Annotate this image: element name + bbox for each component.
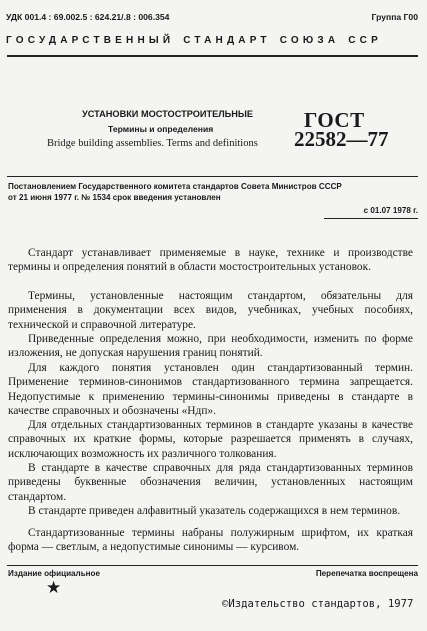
group-code: Группа Г00 bbox=[371, 12, 418, 22]
body-paragraph: Термины, установленные настоящим стандартом, обязательны для применения в документации всех видов, учебниках, учебных пособиях, технической и справочной литературе. bbox=[8, 290, 413, 331]
title-en: Bridge building assemblies. Terms and definitions bbox=[47, 138, 258, 149]
title-ru-sub: Термины и определения bbox=[108, 124, 214, 134]
title-ru-main: УСТАНОВКИ МОСТОСТРОИТЕЛЬНЫЕ bbox=[82, 109, 254, 119]
header-rule bbox=[7, 55, 418, 57]
gost-number: 22582—77 bbox=[294, 127, 389, 151]
effective-date-underline bbox=[324, 218, 418, 219]
reprint-prohibited: Перепечатка воспрещена bbox=[315, 569, 418, 578]
body-paragraph: Стандартизованные термины набраны полужирным шрифтом, их краткая форма — светлым, а недопустимые синонимы — курсивом. bbox=[8, 527, 413, 554]
footer-rule bbox=[7, 565, 418, 566]
decree-line-1: Постановлением Государственного комитета стандартов Совета Министров СССР bbox=[8, 182, 342, 191]
official-edition: Издание официальное bbox=[8, 569, 100, 578]
body-paragraph: В стандарте приведен алфавитный указатель содержащихся в нем терминов. bbox=[28, 505, 401, 517]
gost-label: ГОСТ bbox=[304, 108, 365, 132]
publisher-copyright: ©Издательство стандартов, 1977 bbox=[222, 598, 414, 610]
title-rule bbox=[7, 176, 418, 177]
udk-code: УДК 001.4 : 69.002.5 : 624.21/.8 : 006.354 bbox=[6, 12, 170, 22]
body-paragraph: Для отдельных стандартизованных терминов в стандарте указаны в качестве справочных их краткие формы, которые разрешается применять в случаях, исключающих возможность их различного толкования. bbox=[8, 419, 413, 460]
body-paragraph: Для каждого понятия установлен один стандартизованный термин. Применение терминов-синонимов стандартизованного термина запрещается. Недопустимые к применению термины-синонимы приведены в стандарте в качестве справочных и обозначены «Ндп». bbox=[8, 362, 413, 417]
star-icon: ★ bbox=[46, 578, 62, 597]
standard-line: ГОСУДАРСТВЕННЫЙ СТАНДАРТ СОЮЗА ССР bbox=[6, 35, 382, 46]
body-paragraph: Приведенные определения можно, при необходимости, изменить по форме изложения, не допуская нарушения границ понятий. bbox=[8, 333, 413, 360]
body-paragraph: Стандарт устанавливает применяемые в науке, технике и производстве термины и определения понятий в области мостостроительных установок. bbox=[8, 247, 413, 274]
body-paragraph: В стандарте в качестве справочных для ряда стандартизованных терминов приведены буквенные обозначения величин, установленных настоящим стандартом. bbox=[8, 462, 413, 503]
effective-date: с 01.07 1978 г. bbox=[363, 206, 418, 215]
decree-line-2: от 21 июня 1977 г. № 1534 срок введения установлен bbox=[8, 193, 221, 202]
